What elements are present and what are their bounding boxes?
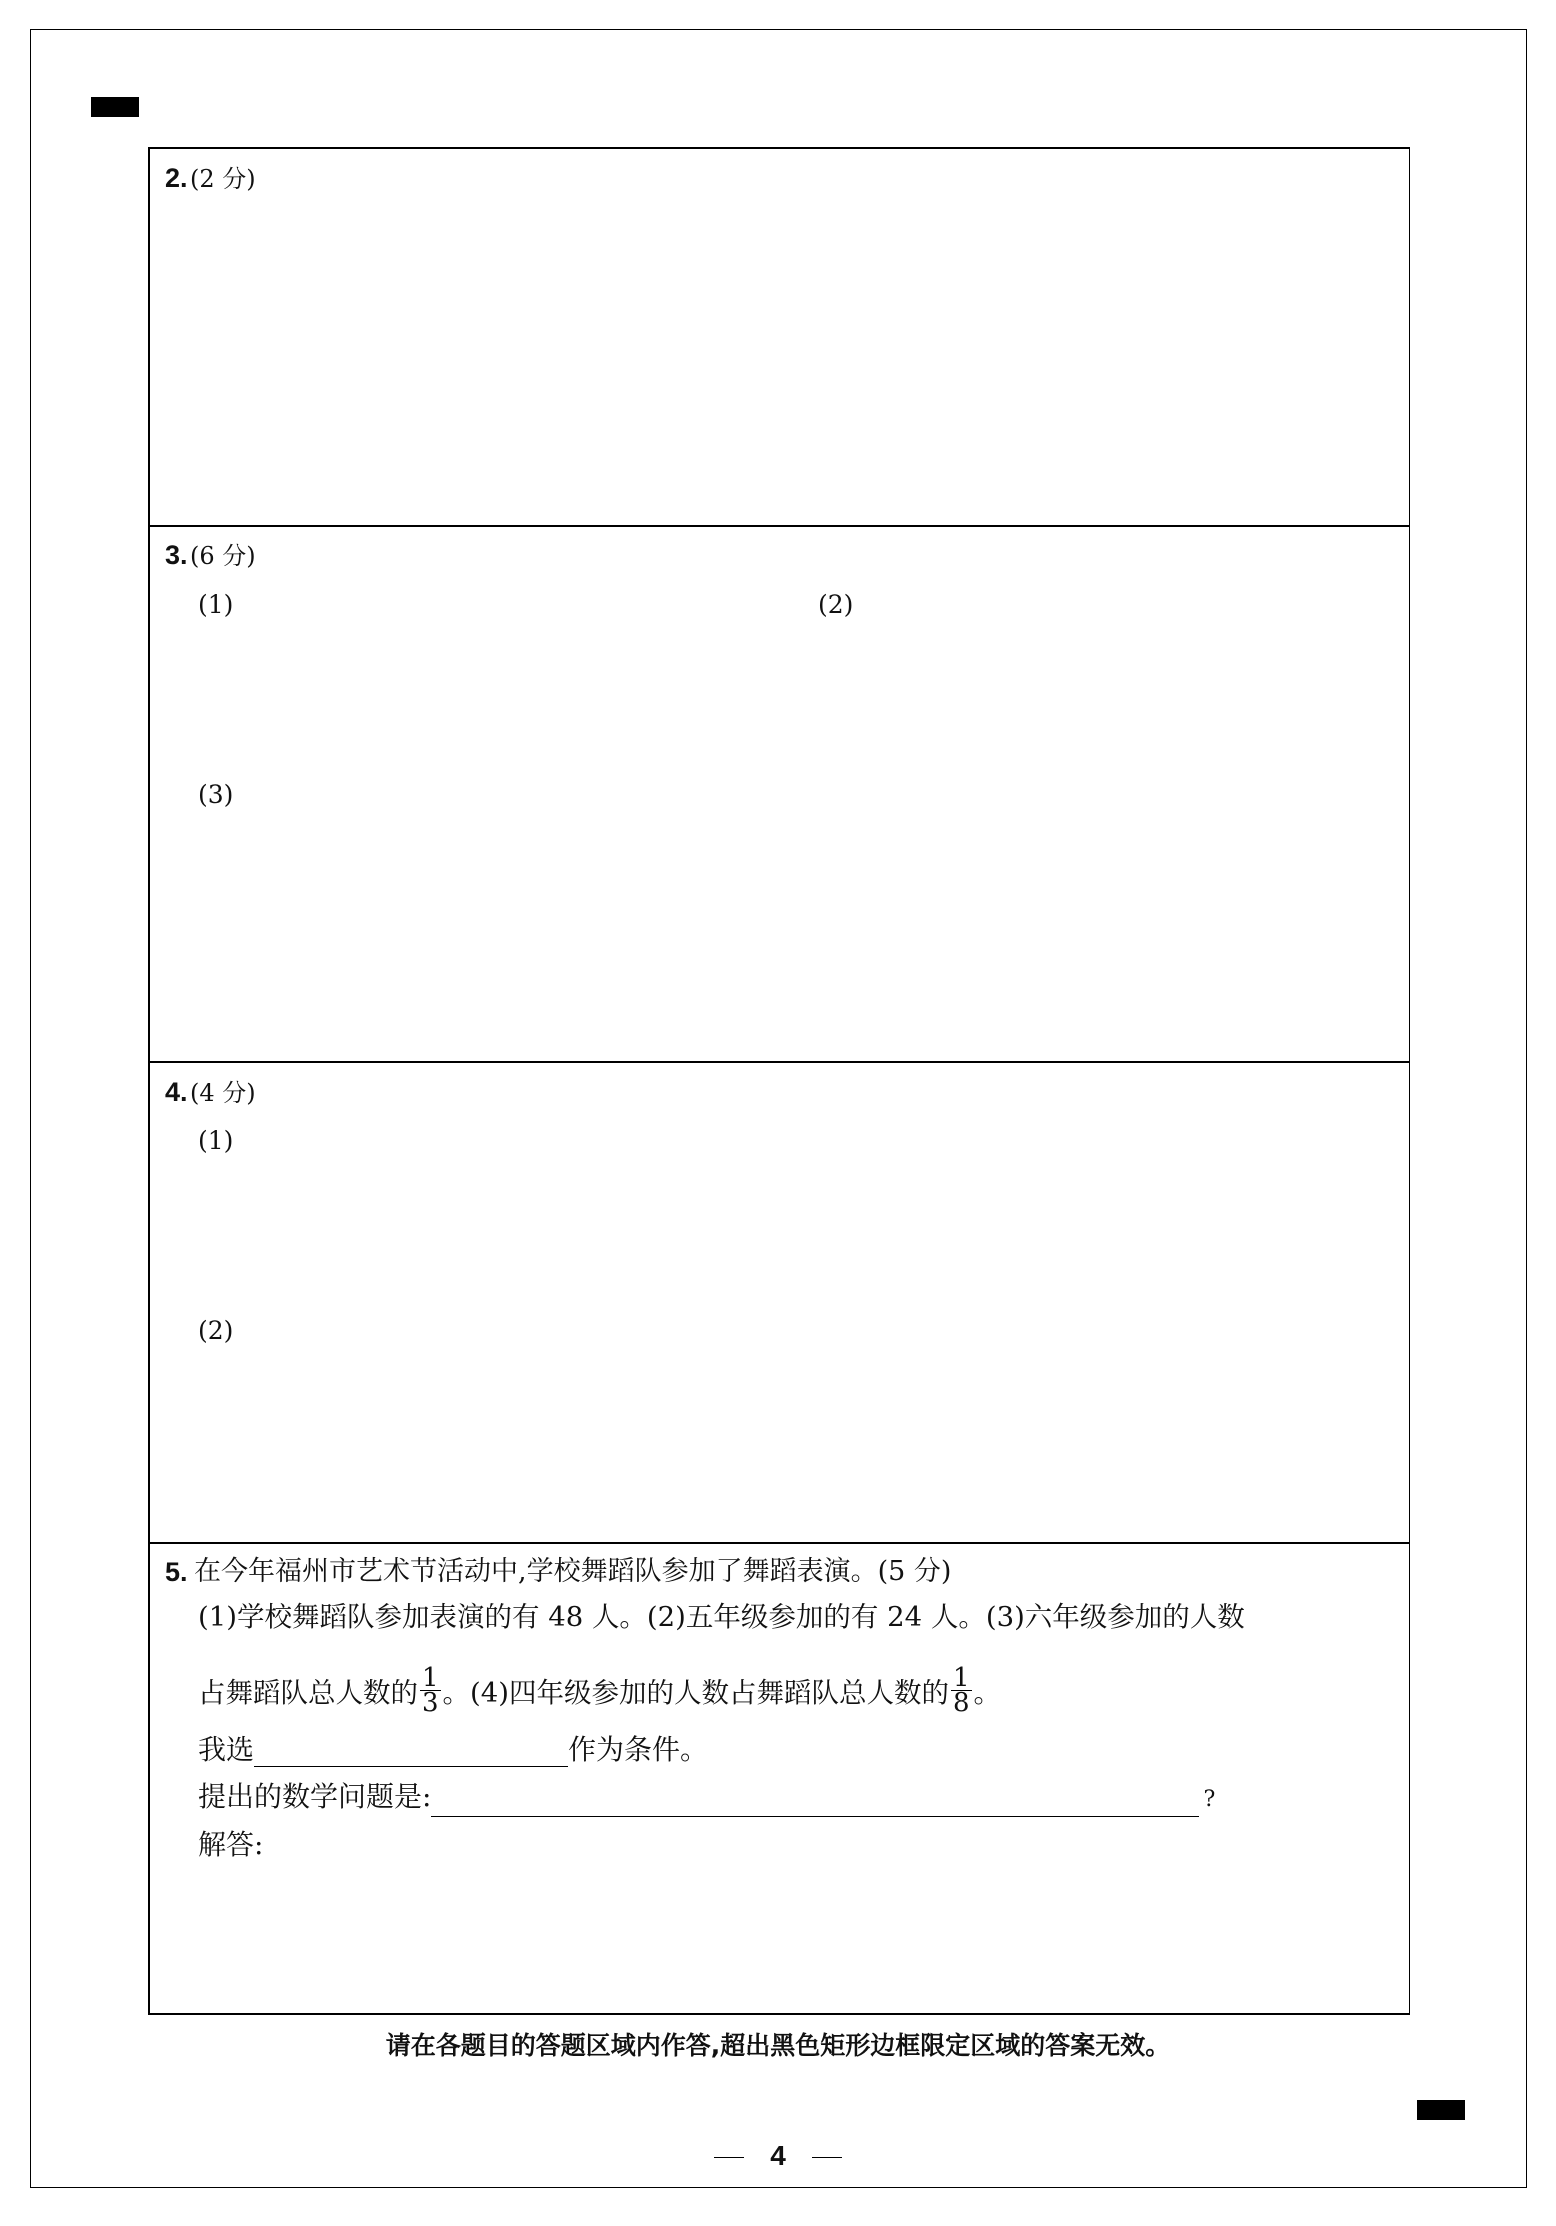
question-stem: 在今年福州市艺术节活动中,学校舞蹈队参加了舞蹈表演。(5 分) bbox=[194, 1556, 952, 1587]
fraction-one-third bbox=[420, 1663, 441, 1718]
question-prefix: 提出的数学问题是: bbox=[198, 1780, 432, 1813]
footer-instruction: 请在各题目的答题区域内作答,超出黑色矩形边框限定区域的答案无效。 bbox=[385, 2031, 1171, 2060]
page-number bbox=[0, 2140, 1556, 2172]
alignment-marker-top-left bbox=[91, 97, 139, 117]
conditions-text: 。(4)四年级参加的人数占舞蹈队总人数的 bbox=[442, 1677, 949, 1709]
answer-label: 解答: bbox=[198, 1828, 264, 1861]
page-number-value: 4 bbox=[770, 2140, 786, 2171]
conditions-line-1: (1)学校舞蹈队参加表演的有 48 人。(2)五年级参加的有 24 人。(3)六年级参加的人数 bbox=[198, 1601, 1245, 1633]
sub-part-label: (3) bbox=[198, 780, 234, 809]
conditions-text: 占舞蹈队总人数的 bbox=[198, 1677, 418, 1709]
answer-writing-area[interactable] bbox=[150, 1870, 1406, 2010]
sub-part-label: (1) bbox=[198, 1126, 234, 1155]
question-mark: ? bbox=[1203, 1787, 1216, 1812]
condition-blank-field[interactable] bbox=[254, 1736, 568, 1767]
question-number: 3. bbox=[165, 540, 188, 570]
page-number-dash bbox=[714, 2157, 744, 2159]
section-divider bbox=[148, 1061, 1410, 1063]
section-divider bbox=[148, 525, 1410, 527]
section-divider bbox=[148, 1542, 1410, 1544]
alignment-marker-bottom-right bbox=[1417, 2100, 1465, 2120]
page-number-dash bbox=[812, 2157, 842, 2159]
question-score: (4 分) bbox=[190, 1079, 256, 1107]
fraction-numerator: 1 bbox=[422, 1663, 439, 1693]
choose-suffix: 作为条件。 bbox=[568, 1733, 709, 1766]
question-number: 5. bbox=[165, 1557, 188, 1587]
fraction-numerator: 1 bbox=[953, 1663, 970, 1693]
question-number: 2. bbox=[165, 163, 188, 193]
sub-part-label: (2) bbox=[198, 1316, 234, 1345]
question-score: (6 分) bbox=[190, 542, 256, 570]
fraction-one-eighth bbox=[951, 1663, 972, 1718]
choose-condition-line bbox=[198, 1733, 708, 1767]
math-question-line bbox=[198, 1780, 1215, 1817]
question-number: 4. bbox=[165, 1077, 188, 1107]
sub-part-label: (1) bbox=[198, 590, 234, 619]
choose-prefix: 我选 bbox=[198, 1733, 255, 1766]
conditions-text: 。 bbox=[973, 1677, 1002, 1709]
fraction-denominator: 3 bbox=[422, 1688, 439, 1718]
question-score: (2 分) bbox=[190, 165, 256, 193]
fraction-denominator: 8 bbox=[953, 1688, 970, 1718]
math-question-blank-field[interactable] bbox=[431, 1786, 1199, 1817]
sub-part-label: (2) bbox=[818, 590, 854, 619]
conditions-line-2 bbox=[198, 1663, 1002, 1719]
